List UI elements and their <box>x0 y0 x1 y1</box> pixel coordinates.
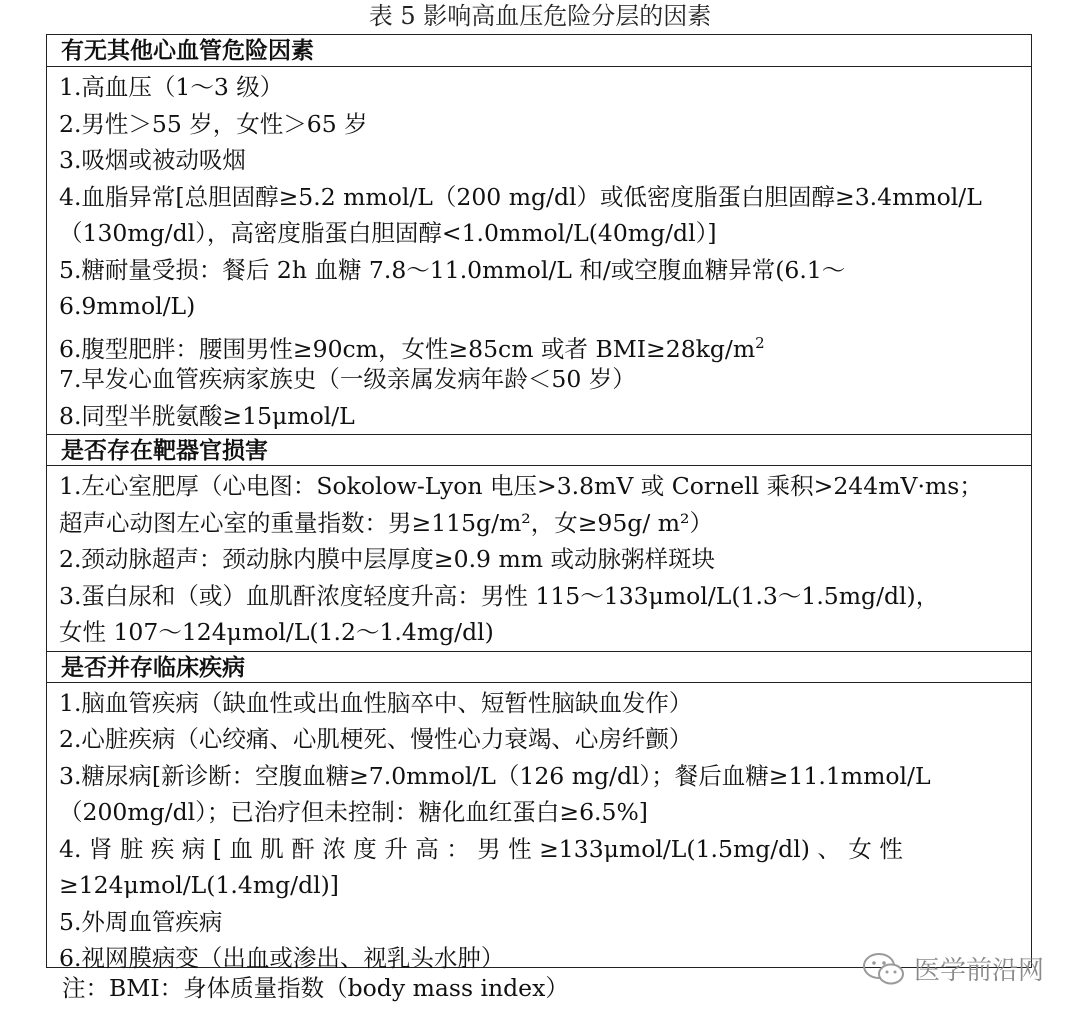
list-item: 2.颈动脉超声：颈动脉内膜中层厚度≥0.9 mm 或动脉粥样斑块 <box>59 545 715 573</box>
list-item: 1.高血压（1～3 级） <box>59 73 284 101</box>
bmi-line-text: 6.腹型肥胖：腰围男性≥90cm，女性≥85cm 或者 BMI≥28kg/m <box>59 334 756 363</box>
list-item: 3.蛋白尿和（或）血肌酐浓度轻度升高：男性 115～133μmol/L(1.3～1.5mg/dl)， <box>59 581 940 610</box>
watermark-text: 医学前沿网 <box>913 956 1044 986</box>
risk-factor-table <box>46 34 1032 972</box>
list-item: 2.心脏疾病（心绞痛、心肌梗死、慢性心力衰竭、心房纤颤） <box>59 725 693 753</box>
superscript: 2 <box>755 333 765 352</box>
list-item: 1.脑血管疾病（缺血性或出血性脑卒中、短暂性脑缺血发作） <box>59 688 693 717</box>
watermark <box>862 950 1044 987</box>
list-item: 3.糖尿病[新诊断：空腹血糖≥7.0mmol/L（126 mg/dl）；餐后血糖≥11.1mmol/L <box>59 761 931 790</box>
list-item: 3.吸烟或被动吸烟 <box>59 146 246 174</box>
table-footnote: 注：BMI：身体质量指数（body mass index） <box>62 974 569 1002</box>
list-item: 5.糖耐量受损：餐后 2h 血糖 7.8～11.0mmol/L 和/或空腹血糖异常(6.1～ <box>59 255 846 284</box>
table-caption: 表 5 影响高血压危险分层的因素 <box>368 2 712 30</box>
section-header-risk-factors: 有无其他心血管危险因素 <box>47 35 1031 67</box>
list-item: 5.外周血管疾病 <box>59 907 223 936</box>
list-item: 4.血脂异常[总胆固醇≥5.2 mmol/L（200 mg/dl）或低密度脂蛋白胆固醇≥3.4mmol/L <box>59 182 982 211</box>
section-header-target-organ: 是否存在靶器官损害 <box>47 434 1031 466</box>
list-item: 超声心动图左心室的重量指数：男≥115g/m²，女≥95g/ m²） <box>59 508 713 537</box>
list-item <box>59 325 1019 362</box>
list-item: 1.左心室肥厚（心电图：Sokolow-Lyon 电压>3.8mV 或 Cornell 乘积>244mV·ms； <box>59 472 983 500</box>
section-body-risk-factors <box>47 67 1031 434</box>
list-item: 7.早发心血管疾病家族史（一级亲属发病年龄＜50 岁） <box>59 365 636 393</box>
list-item: 6.视网膜病变（出血或渗出、视乳头水肿） <box>59 944 505 972</box>
list-item: 女性 107～124μmol/L(1.2～1.4mg/dl) <box>59 618 494 646</box>
list-item: 2.男性＞55 岁，女性＞65 岁 <box>59 109 368 138</box>
section-body-clinical-disease <box>47 683 1031 977</box>
list-item: 6.9mmol/L) <box>59 292 196 320</box>
list-item: （200mg/dl）；已治疗但未控制：糖化血红蛋白≥6.5%] <box>59 798 648 826</box>
list-item: ≥124μmol/L(1.4mg/dl)] <box>59 871 339 899</box>
list-item: （130mg/dl），高密度脂蛋白胆固醇<1.0mmol/L(40mg/dl）] <box>59 219 717 247</box>
section-header-clinical-disease: 是否并存临床疾病 <box>47 651 1031 683</box>
list-item: 4. 肾 脏 疾 病 [ 血 肌 酐 浓 度 升 高 ： 男 性 ≥133μmol/L(1.5mg/dl) 、 女 性 <box>59 834 903 863</box>
section-body-target-organ <box>47 466 1031 651</box>
wechat-icon <box>862 952 906 986</box>
list-item: 8.同型半胱氨酸≥15μmol/L <box>59 401 355 430</box>
